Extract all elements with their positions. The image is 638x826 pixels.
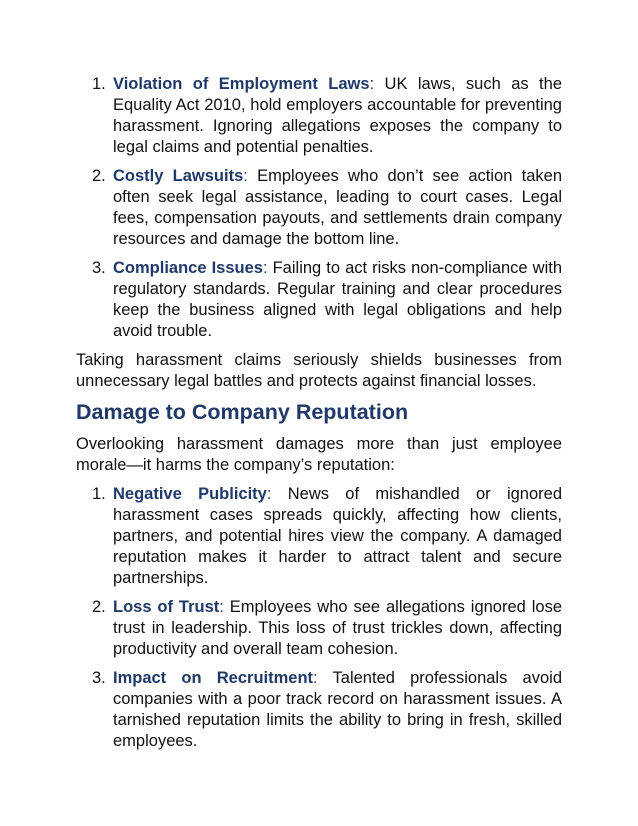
list-item-text: Talented professionals avoid companies with a poor track record on harassment issues. A tarnished reputation limits the ability to bring in fresh, skilled employees. — [113, 669, 562, 750]
list-item — [92, 74, 562, 158]
term-separator: : — [313, 669, 318, 687]
term-separator: : — [243, 167, 248, 185]
list-item — [92, 166, 562, 250]
document-page — [76, 74, 562, 760]
legal-risks-list — [76, 74, 562, 342]
section-heading: Damage to Company Reputation — [76, 400, 409, 424]
list-item — [92, 258, 562, 342]
term-separator: : — [262, 259, 268, 277]
list-item — [92, 597, 563, 660]
list-item-text: Failing to act risks non-compliance with regulatory standards. Regular training and clear procedures keep the business aligned with legal obligations and help avoid trouble. — [113, 259, 562, 340]
list-item-text: UK laws, such as the Equality Act 2010, hold employers accountable for preventing harassment. Ignoring allegations exposes the company to legal claims and potential penalties. — [113, 75, 562, 156]
intro-paragraph: Overlooking harassment damages more than just employee morale—it harms the company’s reputation: — [76, 435, 562, 474]
list-term: Costly Lawsuits — [113, 167, 244, 185]
list-item — [92, 668, 562, 752]
reputation-risks-list — [76, 484, 562, 752]
term-separator: : — [369, 75, 375, 93]
list-number: 1. — [92, 75, 106, 93]
list-term: Loss of Trust — [113, 598, 220, 616]
list-term: Violation of Employment Laws — [113, 75, 370, 93]
list-item-text: Employees who don’t see action taken often seek legal assistance, leading to court cases. Legal fees, compensation payouts, and settlements drain company resources and damage the bottom line. — [113, 167, 562, 248]
summary-paragraph: Taking harassment claims seriously shields businesses from unnecessary legal battles and protects against financial losses. — [76, 351, 562, 390]
list-number: 3. — [92, 259, 106, 277]
list-number: 1. — [92, 485, 106, 503]
list-term: Impact on Recruitment — [113, 669, 314, 687]
list-number: 3. — [92, 669, 106, 687]
term-separator: : — [266, 485, 272, 503]
list-number: 2. — [92, 598, 106, 616]
list-item-text: News of mishandled or ignored harassment cases spreads quickly, affecting how clients, partners, and potential hires view the company. A damaged reputation makes it harder to attract talent and secure partnerships. — [113, 485, 562, 587]
list-number: 2. — [92, 167, 106, 185]
term-separator: : — [219, 598, 224, 616]
list-item — [92, 484, 562, 589]
list-term: Negative Publicity — [113, 485, 267, 503]
list-item-text: Employees who see allegations ignored lose trust in leadership. This loss of trust trickles down, affecting productivity and overall team cohesion. — [113, 598, 563, 658]
list-term: Compliance Issues — [113, 259, 263, 277]
